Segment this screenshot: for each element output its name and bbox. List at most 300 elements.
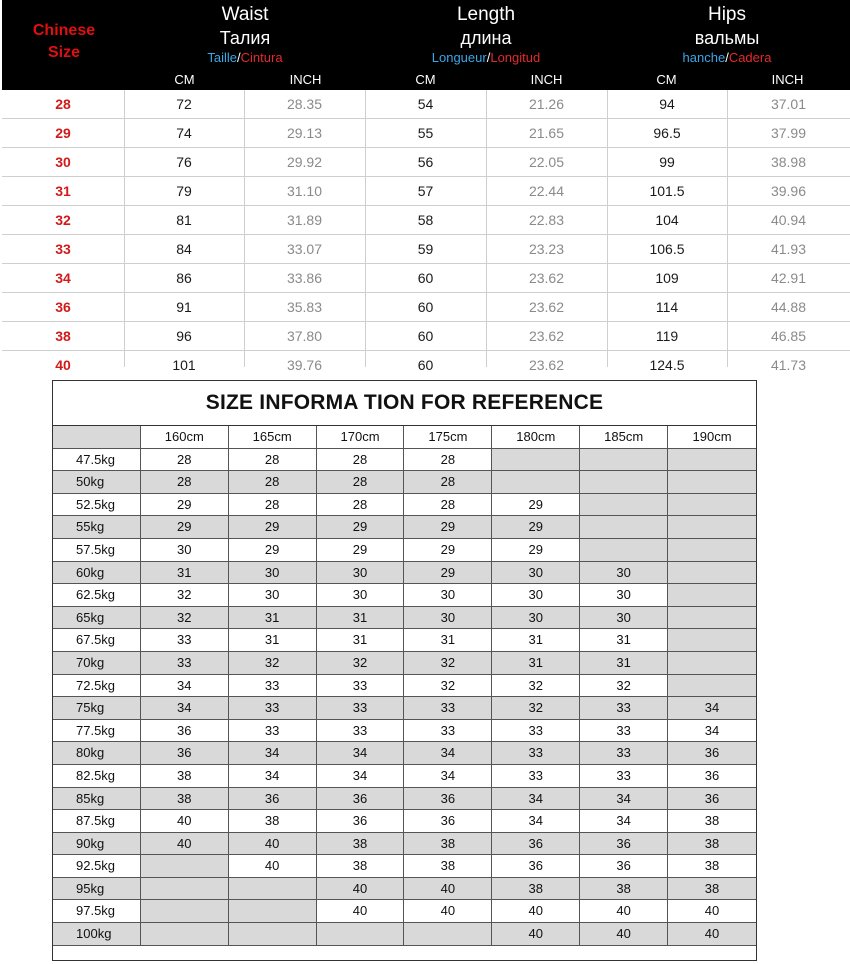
measurement-cell: 41.93 [770,241,807,257]
size-cell: 33 [141,629,229,652]
measurement-cell: 23.62 [528,357,565,373]
weight-cell: 50kg [53,471,141,494]
size-cell: 28 [229,449,317,472]
reference-row [53,494,756,517]
measurement-cell: 86 [176,270,192,286]
weight-cell: 70kg [53,652,141,675]
size-cell [668,584,756,607]
size-row [2,293,850,322]
size-cell: 34 [668,720,756,743]
measurement-cell: 109 [655,270,679,286]
size-cell: 38 [229,810,317,833]
measurement-cell: 79 [176,183,192,199]
size-cell: 31 [229,607,317,630]
measurement-cell: 104 [655,212,679,228]
size-value: 36 [55,299,71,315]
unit-cm: CM [415,72,436,87]
size-cell: 31 [580,629,668,652]
size-cell: 30 [404,607,492,630]
size-cell: 28 [404,494,492,517]
weight-cell: 90kg [53,833,141,856]
size-cell: 32 [404,675,492,698]
size-value: 29 [55,125,71,141]
size-row [2,90,850,119]
size-cell: 38 [141,788,229,811]
size-cell: 36 [229,788,317,811]
measurement-cell: 55 [417,125,434,141]
size-cell: 28 [317,449,405,472]
size-cell: 38 [668,878,756,901]
size-cell: 33 [317,720,405,743]
size-cell: 33 [317,697,405,720]
measurement-cell: 101.5 [649,183,685,199]
weight-cell: 55kg [53,516,141,539]
size-cell [668,675,756,698]
size-cell: 38 [317,855,405,878]
size-cell: 29 [492,494,580,517]
size-cell: 33 [229,720,317,743]
size-cell: 34 [229,765,317,788]
group-title-ru: вальмы [694,28,760,48]
size-cell [668,562,756,585]
header-group-waist [124,0,366,90]
size-value: 40 [55,357,71,373]
reference-row [53,652,756,675]
size-cell: 33 [580,742,668,765]
size-cell [668,607,756,630]
size-cell: 36 [317,788,405,811]
size-cell: 34 [492,810,580,833]
size-cell: 32 [580,675,668,698]
weight-cell: 100kg [53,923,141,946]
size-cell: 38 [668,855,756,878]
measurement-cell: 28.35 [286,96,323,112]
measurement-cell: 96.5 [653,125,681,141]
size-cell [668,471,756,494]
reference-header-row [53,426,756,449]
size-cell: 31 [317,629,405,652]
measurement-cell: 41.73 [770,357,807,373]
size-cell: 29 [317,516,405,539]
size-cell: 38 [404,855,492,878]
reference-row [53,878,756,901]
size-cell: 34 [580,788,668,811]
size-cell [668,449,756,472]
size-cell [668,539,756,562]
size-cell: 40 [668,923,756,946]
size-chart-header [2,0,850,90]
measurement-cell: 46.85 [770,328,807,344]
measurement-cell: 72 [176,96,192,112]
size-cell: 38 [492,878,580,901]
size-cell: 31 [580,652,668,675]
size-cell: 31 [492,652,580,675]
reference-row [53,629,756,652]
reference-row [53,788,756,811]
reference-title: SIZE INFORMA TION FOR REFERENCE [53,381,756,426]
size-cell: 34 [492,788,580,811]
size-cell: 33 [580,720,668,743]
size-cell: 29 [404,516,492,539]
size-cell: 36 [668,742,756,765]
weight-cell: 65kg [53,607,141,630]
size-cell: 34 [404,765,492,788]
size-cell: 33 [492,720,580,743]
reference-row [53,900,756,923]
size-cell: 34 [580,810,668,833]
reference-row [53,607,756,630]
size-value: 34 [55,270,71,286]
size-cell: 34 [141,697,229,720]
size-cell [492,449,580,472]
reference-row [53,833,756,856]
weight-cell: 82.5kg [53,765,141,788]
size-cell: 33 [492,765,580,788]
reference-row [53,539,756,562]
size-cell [580,449,668,472]
size-cell: 28 [404,449,492,472]
size-cell: 29 [141,516,229,539]
measurement-cell: 35.83 [286,299,323,315]
measurement-cell: 60 [417,357,434,373]
size-cell: 32 [492,697,580,720]
measurement-cell: 39.96 [770,183,807,199]
size-cell: 33 [492,742,580,765]
size-cell [580,516,668,539]
weight-cell: 62.5kg [53,584,141,607]
size-cell: 31 [492,629,580,652]
measurement-cell: 94 [659,96,675,112]
reference-row [53,471,756,494]
size-cell [141,923,229,946]
size-cell [580,471,668,494]
size-cell: 36 [668,788,756,811]
size-cell: 36 [141,742,229,765]
height-header: 160cm [141,426,229,449]
size-cell: 36 [317,810,405,833]
size-cell: 32 [492,675,580,698]
size-cell: 32 [141,607,229,630]
size-cell: 34 [404,742,492,765]
size-cell [668,629,756,652]
weight-cell: 52.5kg [53,494,141,517]
group-title: Hips [707,4,746,25]
size-cell: 30 [229,562,317,585]
size-cell: 38 [404,833,492,856]
size-cell: 30 [580,562,668,585]
size-value: 28 [55,96,71,112]
size-cell: 33 [404,697,492,720]
size-cell: 32 [229,652,317,675]
size-cell: 33 [404,720,492,743]
size-cell: 33 [229,697,317,720]
header-group-hips [606,0,848,90]
group-subtitle: Taille/Cintura [207,50,283,65]
size-cell: 40 [580,900,668,923]
header-group-length [365,0,607,90]
weight-cell: 57.5kg [53,539,141,562]
reference-row [53,562,756,585]
measurement-cell: 22.05 [528,154,565,170]
measurement-cell: 33.07 [286,241,323,257]
measurement-cell: 31.89 [286,212,323,228]
size-cell: 28 [317,471,405,494]
size-cell: 29 [229,516,317,539]
height-header: 190cm [668,426,756,449]
size-cell [141,878,229,901]
size-cell: 38 [668,810,756,833]
measurement-cell: 54 [417,96,434,112]
group-subtitle: hanche/Cadera [682,50,772,65]
size-cell: 34 [317,742,405,765]
reference-table [52,380,757,961]
size-cell: 38 [580,878,668,901]
group-title-ru: длина [460,28,512,48]
measurement-cell: 124.5 [649,357,685,373]
weight-cell: 67.5kg [53,629,141,652]
size-cell: 34 [317,765,405,788]
weight-cell: 75kg [53,697,141,720]
measurement-cell: 91 [176,299,192,315]
weight-cell: 97.5kg [53,900,141,923]
height-header: 175cm [404,426,492,449]
size-row [2,322,850,351]
size-cell: 36 [141,720,229,743]
measurement-cell: 84 [176,241,192,257]
size-cell [668,516,756,539]
size-cell: 30 [492,562,580,585]
size-cell: 31 [404,629,492,652]
measurement-cell: 38.98 [770,154,807,170]
size-label-line2: Size [47,44,80,61]
size-value: 38 [55,328,71,344]
size-cell: 40 [317,878,405,901]
group-title: Length [456,4,516,25]
size-row [2,206,850,235]
group-title: Waist [221,4,269,25]
size-cell: 28 [229,494,317,517]
weight-cell: 77.5kg [53,720,141,743]
group-title-ru: Талия [219,28,271,48]
reference-row [53,675,756,698]
measurement-cell: 56 [417,154,434,170]
size-cell: 29 [404,539,492,562]
size-cell: 30 [580,607,668,630]
size-cell: 29 [492,516,580,539]
size-cell: 36 [404,810,492,833]
size-cell: 38 [317,833,405,856]
measurement-cell: 23.23 [528,241,565,257]
size-cell [668,652,756,675]
size-cell: 33 [141,652,229,675]
size-cell: 30 [317,584,405,607]
size-cell: 29 [317,539,405,562]
weight-cell: 72.5kg [53,675,141,698]
size-value: 33 [55,241,71,257]
size-cell [229,878,317,901]
measurement-cell: 23.62 [528,270,565,286]
size-cell: 28 [141,471,229,494]
measurement-cell: 74 [176,125,192,141]
size-cell: 33 [229,675,317,698]
size-row [2,119,850,148]
weight-cell: 60kg [53,562,141,585]
unit-inch: INCH [289,72,322,87]
measurement-cell: 42.91 [770,270,807,286]
height-header: 170cm [317,426,405,449]
size-cell: 40 [492,900,580,923]
size-cell: 32 [317,652,405,675]
weight-cell: 85kg [53,788,141,811]
size-label-line1: Chinese [32,22,96,39]
size-cell: 31 [141,562,229,585]
reference-row [53,742,756,765]
measurement-cell: 114 [655,299,679,315]
size-cell: 31 [317,607,405,630]
size-cell: 30 [492,607,580,630]
weight-cell: 92.5kg [53,855,141,878]
measurement-cell: 22.44 [528,183,565,199]
size-cell [141,855,229,878]
size-cell: 40 [404,900,492,923]
measurement-cell: 39.76 [286,357,323,373]
size-cell: 34 [668,697,756,720]
size-row [2,235,850,264]
measurement-cell: 23.62 [528,299,565,315]
measurement-cell: 37.01 [770,96,807,112]
measurement-cell: 60 [417,270,434,286]
size-cell: 40 [141,810,229,833]
corner-cell [53,426,141,449]
measurement-cell: 23.62 [528,328,565,344]
size-value: 30 [55,154,71,170]
size-cell: 32 [141,584,229,607]
size-cell: 32 [404,652,492,675]
unit-inch: INCH [530,72,563,87]
size-cell: 30 [317,562,405,585]
size-cell [668,494,756,517]
weight-cell: 47.5kg [53,449,141,472]
size-chart [2,0,850,379]
measurement-cell: 58 [417,212,434,228]
reference-row [53,516,756,539]
weight-cell: 87.5kg [53,810,141,833]
unit-cm: CM [656,72,677,87]
size-row [2,264,850,293]
reference-row [53,765,756,788]
weight-cell: 95kg [53,878,141,901]
reference-row [53,810,756,833]
reference-row [53,720,756,743]
measurement-cell: 59 [417,241,434,257]
size-cell: 36 [492,833,580,856]
size-value: 31 [55,183,71,199]
size-chart-body [2,90,850,379]
size-cell [580,539,668,562]
size-cell: 29 [141,494,229,517]
size-cell: 30 [404,584,492,607]
measurement-cell: 33.86 [286,270,323,286]
size-cell: 30 [580,584,668,607]
measurement-cell: 29.92 [286,154,323,170]
size-cell: 36 [404,788,492,811]
size-row [2,177,850,206]
measurement-cell: 21.65 [528,125,565,141]
size-row [2,148,850,177]
size-cell [492,471,580,494]
measurement-cell: 22.83 [528,212,565,228]
measurement-cell: 57 [417,183,434,199]
size-value: 32 [55,212,71,228]
size-cell: 29 [492,539,580,562]
size-cell: 33 [317,675,405,698]
measurement-cell: 29.13 [286,125,323,141]
size-cell [141,900,229,923]
reference-row [53,449,756,472]
size-cell: 40 [229,833,317,856]
size-cell: 31 [229,629,317,652]
reference-row [53,923,756,946]
measurement-cell: 119 [655,328,679,344]
size-cell: 29 [404,562,492,585]
size-cell: 36 [580,833,668,856]
size-cell: 30 [141,539,229,562]
size-cell: 36 [492,855,580,878]
size-cell [580,494,668,517]
measurement-cell: 76 [176,154,192,170]
measurement-cell: 81 [176,212,192,228]
size-cell [317,923,405,946]
measurement-cell: 101 [172,357,196,373]
size-cell: 34 [229,742,317,765]
measurement-cell: 96 [176,328,192,344]
height-header: 165cm [229,426,317,449]
size-cell: 28 [229,471,317,494]
size-cell: 40 [141,833,229,856]
size-cell: 40 [317,900,405,923]
measurement-cell: 37.99 [770,125,807,141]
unit-cm: CM [174,72,195,87]
reference-row [53,855,756,878]
size-cell: 34 [141,675,229,698]
size-cell: 40 [580,923,668,946]
size-cell: 40 [668,900,756,923]
size-cell: 36 [580,855,668,878]
size-cell: 30 [492,584,580,607]
measurement-cell: 37.80 [286,328,323,344]
size-cell: 33 [580,697,668,720]
measurement-cell: 44.88 [770,299,807,315]
size-cell [229,923,317,946]
unit-inch: INCH [771,72,804,87]
measurement-cell: 106.5 [649,241,685,257]
measurement-cell: 99 [659,154,675,170]
measurement-cell: 21.26 [528,96,565,112]
size-cell: 28 [317,494,405,517]
size-cell: 38 [141,765,229,788]
measurement-cell: 31.10 [286,183,323,199]
reference-row [53,697,756,720]
chinese-size-label [2,0,126,90]
height-header: 185cm [580,426,668,449]
size-cell: 40 [229,855,317,878]
measurement-cell: 40.94 [770,212,807,228]
size-cell [229,900,317,923]
size-cell: 28 [404,471,492,494]
size-cell: 38 [668,833,756,856]
size-cell: 36 [668,765,756,788]
measurement-cell: 60 [417,328,434,344]
